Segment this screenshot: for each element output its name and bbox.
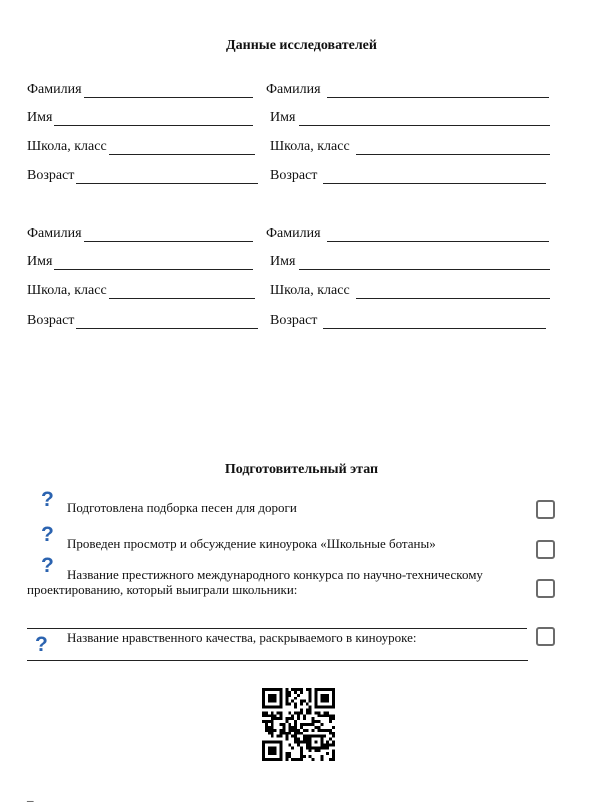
name-label: Имя (27, 110, 53, 125)
checkbox-icon[interactable] (536, 627, 555, 646)
age-field[interactable] (270, 311, 546, 329)
school-label: Школа, класс (27, 139, 107, 154)
surname-label: Фамилия (27, 82, 82, 97)
age-field[interactable] (27, 166, 258, 184)
age-field[interactable] (270, 166, 546, 184)
name-field[interactable] (270, 252, 550, 270)
school-label: Школа, класс (27, 283, 107, 298)
name-label: Имя (270, 110, 296, 125)
surname-field[interactable] (266, 80, 549, 98)
checkbox-icon[interactable] (536, 500, 555, 519)
age-label: Возраст (270, 168, 318, 183)
name-field[interactable] (27, 108, 253, 126)
answer-line[interactable] (27, 660, 528, 661)
school-field[interactable] (27, 137, 255, 155)
surname-field[interactable] (27, 224, 253, 242)
school-label: Школа, класс (270, 139, 350, 154)
name-label: Имя (27, 254, 53, 269)
school-field[interactable] (27, 281, 255, 299)
footer-mark: _ (27, 788, 34, 803)
prep-stage-title: Подготовительный этап (224, 462, 379, 477)
surname-field[interactable] (27, 80, 253, 98)
name-field[interactable] (27, 252, 253, 270)
question-mark-icon: ? (41, 523, 54, 546)
surname-label: Фамилия (266, 226, 321, 241)
checkbox-icon[interactable] (536, 579, 555, 598)
name-field[interactable] (270, 108, 550, 126)
answer-line[interactable] (27, 628, 527, 629)
question-1-text: Подготовлена подборка песен для дороги (67, 500, 297, 515)
question-mark-icon: ? (41, 488, 54, 511)
question-3-text: Название престижного международного конкурса по научно-техническому проектированию, который выиграли школьники: (27, 567, 483, 597)
age-label: Возраст (27, 168, 75, 183)
age-label: Возраст (27, 313, 75, 328)
surname-field[interactable] (266, 224, 549, 242)
name-label: Имя (270, 254, 296, 269)
question-mark-icon: ? (35, 633, 48, 656)
surname-label: Фамилия (27, 226, 82, 241)
age-field[interactable] (27, 311, 258, 329)
question-mark-icon: ? (41, 554, 54, 577)
question-2-text: Проведен просмотр и обсуждение киноурока «Школьные ботаны» (67, 536, 436, 551)
school-field[interactable] (270, 137, 550, 155)
age-label: Возраст (270, 313, 318, 328)
qr-code-icon (262, 688, 335, 761)
question-4-text: Название нравственного качества, раскрываемого в киноуроке: (67, 630, 417, 645)
researchers-title: Данные исследователей (226, 38, 377, 53)
school-field[interactable] (270, 281, 550, 299)
school-label: Школа, класс (270, 283, 350, 298)
surname-label: Фамилия (266, 82, 321, 97)
checkbox-icon[interactable] (536, 540, 555, 559)
